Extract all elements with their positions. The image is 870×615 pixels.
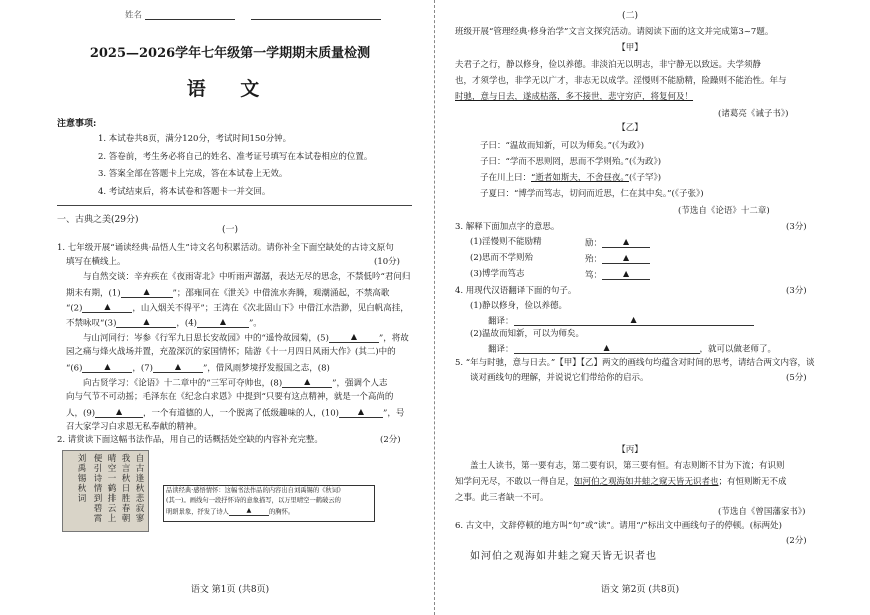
- q4-sentence: (1)静以修身，俭以养德。: [470, 301, 568, 311]
- bing-line: [455, 478, 787, 487]
- calligraphy-column: 自古逢秋悲寂寥: [135, 454, 145, 524]
- q5-line: 谈对画线句的理解，并说说它们带给你的启示。: [470, 373, 649, 383]
- q1-text: 与山河同行：岑参《行军九日思长安故园》中的“遥怜故园菊，(5): [83, 333, 329, 344]
- answer-blank-1[interactable]: [121, 288, 173, 298]
- q1-text: ，山入烟关不得平”；王湾在《次北固山下》中借江水浩渺，见白帆高挂，: [132, 303, 409, 314]
- answer-blank-q4-2[interactable]: [514, 344, 700, 354]
- calligraphy-image: [62, 450, 149, 532]
- q1-text: “(2): [66, 303, 83, 314]
- jia-source: (诸葛亮《诫子书》): [718, 109, 789, 119]
- q4-text: 4. 用现代汉语翻译下面的句子。: [455, 286, 577, 296]
- yi-line: 子夏曰：“博学而笃志，切问而近思，仁在其中矣。”(《子张》): [480, 189, 704, 199]
- blank-mark: ▲: [630, 315, 637, 324]
- q1-line: 召大家学习白求恩无私奉献的精神。: [66, 422, 203, 432]
- q1-line: 1. 七年级开展“诵读经典·品悟人生”诗文名句积累活动。请你补全下面空缺处的古诗文原句: [57, 243, 394, 253]
- part-one-label: (一): [221, 225, 239, 235]
- answer-blank-9[interactable]: [95, 408, 143, 418]
- q1-line: [66, 408, 404, 418]
- yi-text: (《子罕》): [628, 173, 662, 183]
- jia-line-underlined: 时驰，意与日去，遂成枯落，多不接世，悲守穷庐，将复何及！: [455, 92, 694, 102]
- q3-answer-label: 殆：: [585, 254, 603, 265]
- blank-mark: ▲: [219, 317, 227, 326]
- blank-mark: ▲: [115, 407, 123, 416]
- calligraphy-column: 我言秋日胜春朝: [121, 454, 131, 524]
- q4-translation-row: [488, 344, 776, 354]
- q1-text: ”，强调个人志: [332, 378, 388, 389]
- answer-blank-q4-1[interactable]: [514, 316, 754, 326]
- bing-line: 之事。此三者缺一不可。: [455, 493, 549, 503]
- q1-score: (10分): [374, 257, 400, 267]
- q2-box-line: (其一)。画线句一段抒怀诗的意象描写，以万里晴空一鹤破云的: [166, 497, 341, 504]
- section2-intro: 班级开展“管理经典·修身治学”文言文探究活动。请阅读下面的这文并完成第3~7题。: [455, 27, 774, 37]
- answer-blank-q3-1[interactable]: [602, 238, 650, 248]
- q2-text: 明朗景象，抒发了诗人: [166, 508, 229, 516]
- q1-text: “(6): [66, 363, 83, 374]
- q1-line: [66, 303, 409, 313]
- page-footer: 语文 第2页 (共8页): [600, 585, 680, 595]
- answer-blank-4[interactable]: [197, 318, 249, 328]
- name-blank: [145, 10, 235, 20]
- q1-text: 不禁咏叹“(3): [66, 318, 117, 329]
- calligraphy-column: 便引诗情到碧霄: [93, 454, 103, 524]
- part-two-label: (二): [621, 11, 639, 21]
- q1-line: [66, 288, 389, 298]
- q3-answer-label: 励：: [585, 238, 603, 249]
- answer-blank-10[interactable]: [339, 408, 383, 418]
- yi-text: 子在川上曰：: [480, 173, 532, 183]
- yi-underlined: “逝者如斯夫，不舍昼夜。”: [531, 173, 629, 183]
- blank-mark: ▲: [174, 362, 182, 371]
- yi-label: 【乙】: [617, 123, 643, 133]
- q1-line: 填写在横线上。: [66, 257, 126, 267]
- q3-answer: [585, 270, 650, 280]
- bing-text: ；有恒则断无不成: [718, 477, 787, 487]
- yi-line: 子曰：“学而不思则罔，思而不学则殆。”(《为政》): [480, 157, 662, 167]
- yi-line: [480, 174, 661, 183]
- notes-rule: [57, 205, 412, 206]
- q3-item: (2)思而不学则殆: [470, 253, 534, 263]
- answer-blank-q3-2[interactable]: [602, 254, 650, 264]
- blank-mark: ▲: [104, 362, 111, 371]
- q1-text: ，(4): [176, 318, 197, 329]
- q1-text: ”，号: [383, 408, 405, 419]
- blank-mark: ▲: [622, 269, 630, 278]
- q5-line: 5. “年与时驰，意与日去。”【甲】【乙】两文的画线句均蕴含对时间的思考，请结合两文内容，谈: [455, 358, 815, 368]
- blank-mark: ▲: [304, 377, 311, 386]
- q1-text: ，(7): [132, 363, 153, 374]
- answer-blank-q2[interactable]: [229, 508, 269, 516]
- q1-line: 向与气节不可动摇；毛泽东在《纪念白求恩》中提到“只要有这点精神，就是一个高尚的: [66, 392, 394, 402]
- section1-heading: 一、古典之美(29分): [57, 215, 139, 225]
- note-item: 2. 答卷前，考生务必将自己的姓名、准考证号填写在本试卷相应的位置。: [98, 152, 373, 162]
- exam-title: 2025—2026学年七年级第一学期期末质量检测: [89, 46, 371, 61]
- blank-mark: ▲: [350, 332, 357, 341]
- blank-mark: ▲: [622, 253, 630, 262]
- q4-translation-row: [488, 316, 754, 326]
- subject-title: 语 文: [186, 78, 274, 100]
- bing-line: 盖士人读书，第一要有志，第二要有识，第三要有恒。有志则断不甘为下流；有识则: [470, 461, 785, 471]
- yi-line: 子曰：“温故而知新，可以为师矣。”(《为政》): [480, 141, 645, 151]
- page-footer: 语文 第1页 (共8页): [190, 585, 270, 595]
- q4-sentence: (2)温故而知新，可以为师矣。: [470, 329, 585, 339]
- answer-blank-8[interactable]: [282, 378, 332, 388]
- bing-source: (节选自《曾国藩家书》): [718, 507, 806, 517]
- calligraphy-column: 晴空一鹤排云上: [107, 454, 117, 524]
- bing-underlined: 如河伯之观海如井蛙之窥天皆无识者也: [574, 477, 719, 487]
- jia-line: 也，才须学也，非学无以广才，非志无以成学。淫慢则不能励精，险躁则不能治性。年与: [455, 76, 787, 86]
- blank-mark: ▲: [622, 237, 630, 246]
- bing-label: 【丙】: [617, 445, 643, 455]
- q1-line: [83, 333, 409, 343]
- q6-sentence: 如河伯之观海如井蛙之窥天皆无识者也: [470, 551, 657, 562]
- jia-label: 【甲】: [617, 43, 643, 53]
- calligraphy-column: 刘禹锡秋词: [77, 454, 87, 504]
- q4-translate-label: 翻译：: [488, 344, 514, 355]
- q1-line: [66, 363, 330, 373]
- q4-score: (3分): [786, 286, 807, 296]
- q2-box-line: [166, 508, 294, 516]
- q2-text: 的胸怀。: [268, 508, 295, 516]
- q1-line: [66, 318, 262, 328]
- note-item: 4. 考试结束后，将本试卷和答题卡一并交回。: [98, 187, 271, 197]
- q1-line: 园之痛与烽火战场并置，充盈深沉的家国情怀；陆游《十一月四日风雨大作》(其二)中的: [66, 347, 396, 357]
- q3-answer-label: 笃：: [585, 270, 603, 281]
- answer-blank-5[interactable]: [329, 333, 379, 343]
- id-blank: [251, 10, 381, 20]
- q1-text: 向古贤学习：《论语》十二章中的“三军可夺帅也，(8): [83, 378, 283, 389]
- note-item: 1. 本试卷共8页，满分120分，考试时间150分钟。: [98, 134, 292, 144]
- answer-blank-3[interactable]: [116, 318, 176, 328]
- q3-item: (3)博学而笃志: [470, 269, 525, 279]
- name-label: 姓名: [125, 10, 143, 21]
- q6-score: (2分): [786, 536, 807, 546]
- q1-text: ，一个有道德的人，一个脱离了低级趣味的人，(10): [143, 408, 339, 419]
- jia-line: 夫君子之行，静以修身，俭以养德。非淡泊无以明志，非宁静无以致远。夫学须静: [455, 60, 762, 70]
- q1-text: ”，借风雨梦境抒发报国之志，(8): [202, 363, 330, 374]
- answer-blank-7[interactable]: [153, 363, 203, 373]
- bing-text: 知学问无尽，不敢以一得自足，: [455, 477, 575, 487]
- q3-answer: [585, 238, 650, 248]
- blank-mark: ▲: [246, 507, 252, 514]
- q3-score: (3分): [786, 222, 807, 232]
- q6-line: 6. 古文中，文辞停顿的地方叫“句”或“读”。请用“/”标出文中画线句子的停顿。(标两处): [455, 521, 782, 531]
- page-divider: [434, 0, 435, 615]
- yi-source: (节选自《论语》十二章): [678, 206, 770, 216]
- q1-text: 人，(9): [66, 408, 96, 419]
- header-name-field: [125, 10, 381, 20]
- q1-text: ”；邵雍同在《泄关》中借流水奔腾，观潮涌起，不禁高歌: [172, 288, 390, 299]
- blank-mark: ▲: [143, 287, 150, 296]
- q1-line: 与自然交谈：辛弃疾在《夜雨寄北》中听雨声潺潺，表达无尽的思念，不禁低吟“君问归: [83, 272, 411, 282]
- q1-line: [83, 378, 388, 388]
- answer-blank-q3-3[interactable]: [602, 270, 650, 280]
- answer-blank-6[interactable]: [82, 363, 132, 373]
- q2-box-line: 品读经典·感悟情怀：这幅书法作品的内容出自刘禹锡的《秋词》: [166, 487, 345, 494]
- blank-mark: ▲: [104, 302, 111, 311]
- blank-mark: ▲: [143, 317, 150, 326]
- q3-answer: [585, 254, 650, 264]
- q2-score: (2分): [380, 435, 401, 445]
- blank-mark: ▲: [357, 407, 365, 416]
- q3-item: (1)淫慢则不能励精: [470, 237, 542, 247]
- notes-heading: 注意事项:: [57, 119, 97, 129]
- q4-text: ，就可以做老师了。: [699, 344, 777, 355]
- q1-text: ”，将故: [378, 333, 409, 344]
- note-item: 3. 答案全部在答题卡上完成，答在本试卷上无效。: [98, 169, 288, 179]
- q1-text: ”。: [248, 318, 262, 329]
- blank-mark: ▲: [603, 343, 610, 352]
- answer-blank-2[interactable]: [82, 303, 132, 313]
- q4-translate-label: 翻译：: [488, 316, 514, 327]
- q5-score: (5分): [786, 373, 807, 383]
- q2-text: 2. 请赏读下面这幅书法作品，用自己的话概括处空缺的内容补充完整。: [57, 435, 323, 445]
- q1-text: 期未有期，(1): [66, 288, 121, 299]
- q3-text: 3. 解释下面加点字的意思。: [455, 222, 560, 232]
